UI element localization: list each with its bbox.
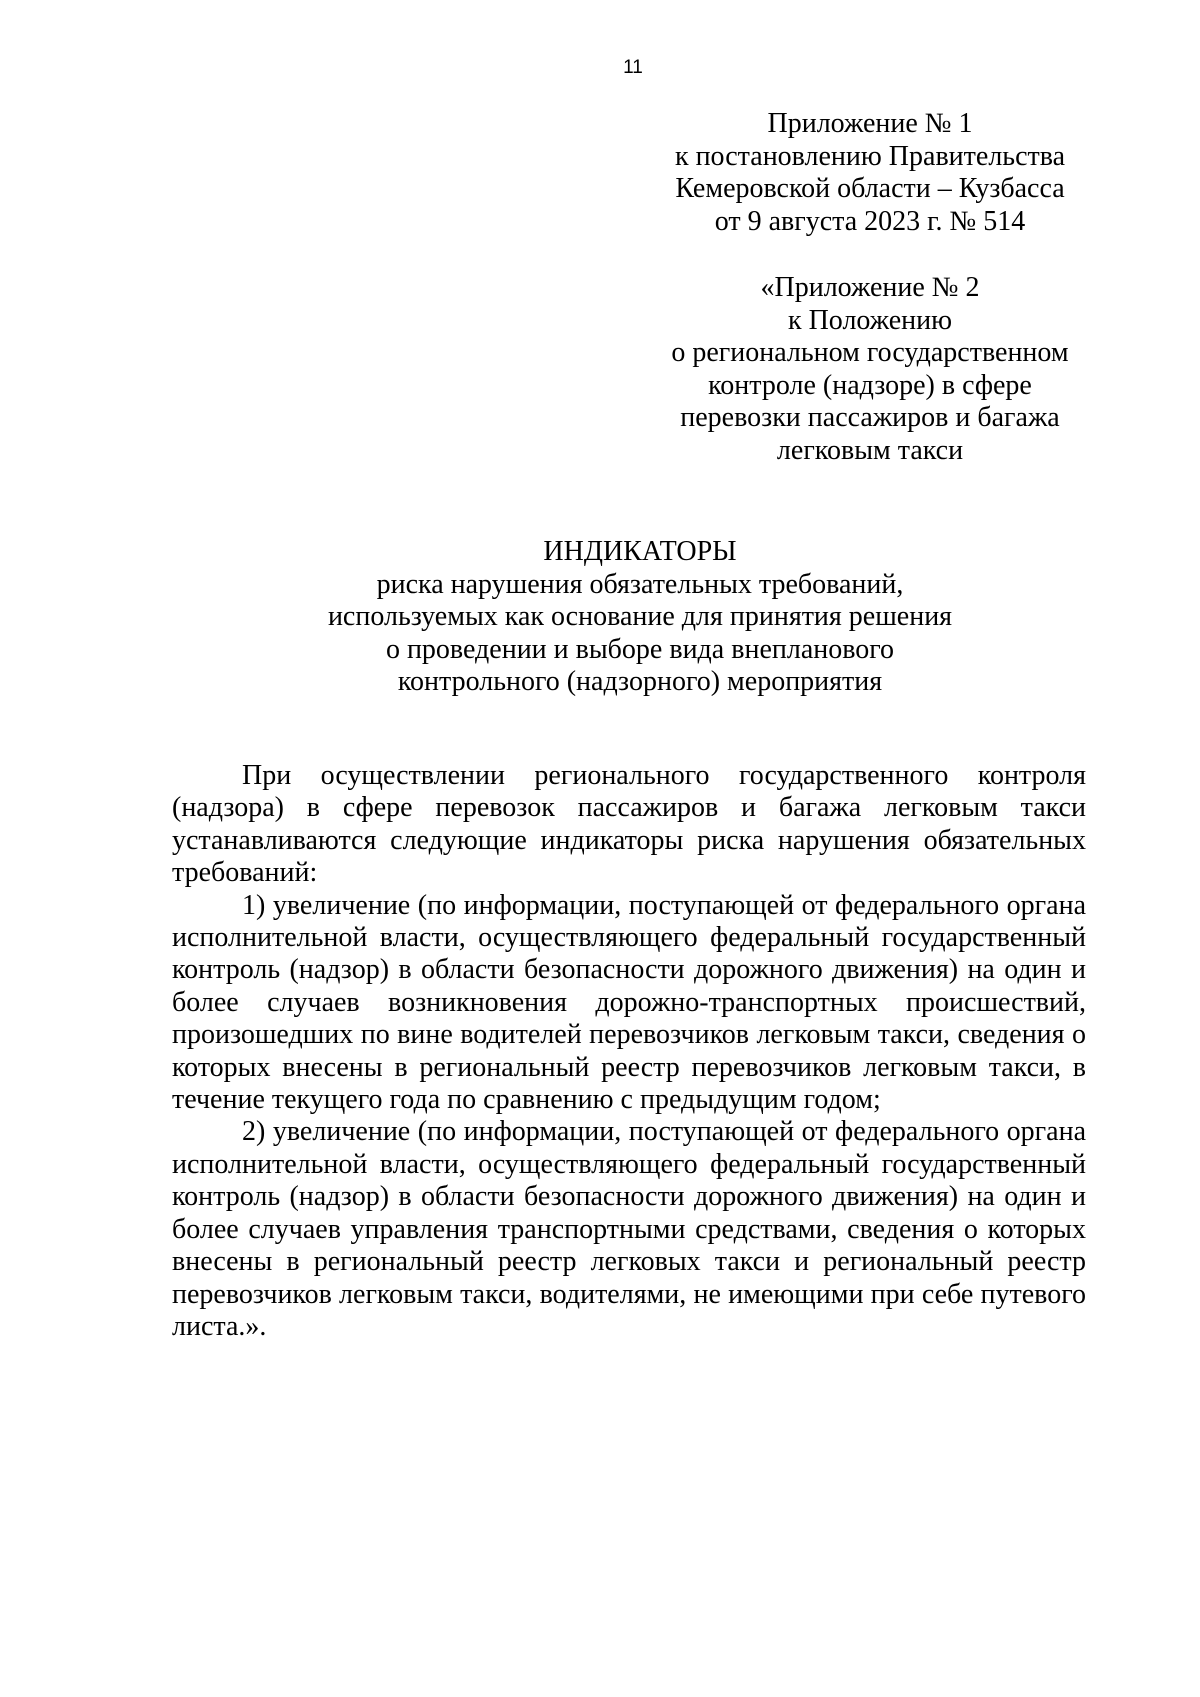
document-body <box>172 760 1086 1343</box>
document-heading <box>200 536 1080 699</box>
list-item-1: 1) увеличение (по информации, поступающей от федерального органа исполнительной власти, осуществляющего федеральный государственный контроль (надзор) в области безопасности дорожного движения) на один и более случаев возникновения дорожно-транспортных происшествий, произошедших по вине водителей перевозчиков легковым такси, сведения о которых внесены в региональный реестр перевозчиков легковым такси, в течение текущего года по сравнению с предыдущим годом; <box>172 889 1086 1116</box>
appendix-1-line: от 9 августа 2023 г. № 514 <box>714 205 1026 237</box>
appendix-2-line: «Приложение № 2 <box>760 272 980 303</box>
document-subtitle-line: контрольного (надзорного) мероприятия <box>397 666 883 697</box>
appendix-1-line: к постановлению Правительства <box>674 140 1066 172</box>
appendix-2-block <box>660 272 1080 467</box>
document-subtitle-line: о проведении и выборе вида внепланового <box>385 633 895 665</box>
document-title: ИНДИКАТОРЫ <box>543 536 737 567</box>
document-subtitle-line: используемых как основание для принятия решения <box>327 601 953 632</box>
appendix-2-line: к Положению <box>787 304 953 336</box>
appendix-2-line: перевозки пассажиров и багажа <box>680 402 1060 433</box>
list-item-2: 2) увеличение (по информации, поступающей от федерального органа исполнительной власти, осуществляющего федеральный государственный контроль (надзор) в области безопасности дорожного движения) на один и более случаев управления транспортными средствами, сведения о которых внесены в региональный реестр легковых такси и региональный реестр перевозчиков легковым такси, водителями, не имеющими при себе путевого листа.». <box>172 1116 1086 1342</box>
intro-paragraph: При осуществлении регионального государственного контроля (надзора) в сфере перевозок пассажиров и багажа легковым такси устанавливаются следующие индикаторы риска нарушения обязательных требований: <box>172 760 1086 889</box>
appendix-1-line: Приложение № 1 <box>767 108 973 139</box>
page-number: 11 <box>623 57 643 78</box>
appendix-2-line: контроле (надзоре) в сфере <box>708 369 1032 401</box>
appendix-1-line: Кемеровской области – Кузбасса <box>675 173 1065 204</box>
appendix-2-line: о региональном государственном <box>671 337 1069 368</box>
appendix-2-line: легковым такси <box>776 434 964 466</box>
document-subtitle-line: риска нарушения обязательных требований, <box>376 568 904 600</box>
appendix-1-block <box>660 108 1080 238</box>
